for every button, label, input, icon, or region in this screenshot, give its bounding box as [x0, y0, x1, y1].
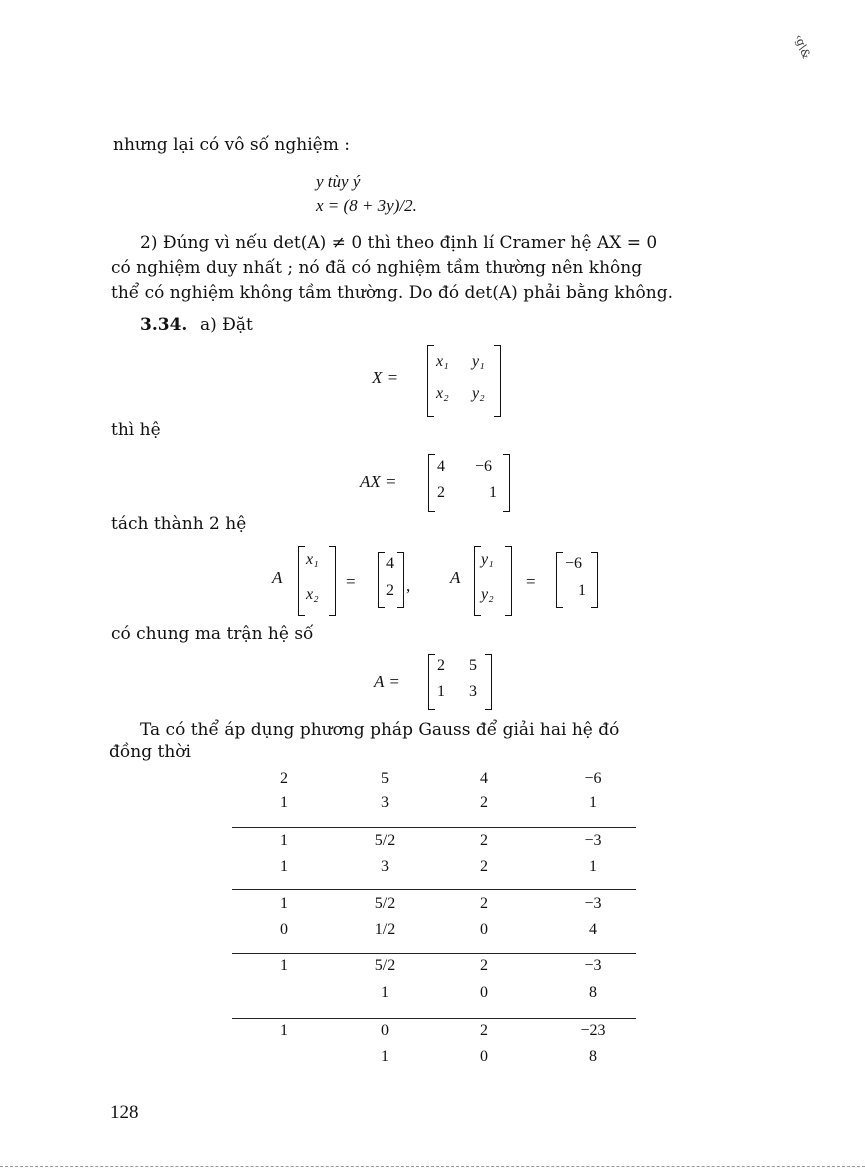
sys1-A: A	[272, 568, 283, 587]
table-row: 1 3 2 1	[280, 794, 597, 811]
AX-matrix: 4 −6 2 1	[428, 454, 510, 512]
solution-x: x = (8 + 3y)/2.	[316, 196, 417, 215]
sys2-vector: y₁ y₂	[474, 546, 512, 616]
sys1-equals: =	[346, 572, 356, 591]
X-lhs: X =	[372, 368, 399, 387]
table-rule	[232, 953, 636, 954]
A-matrix: 2 5 1 3	[428, 654, 492, 710]
exercise-number: 3.34.	[140, 315, 188, 335]
table-row: 1 5/2 2 −3	[280, 895, 602, 912]
sys-comma: ,	[406, 576, 411, 595]
table-row: 2 5 4 −6	[280, 770, 602, 787]
corner-mark: ‹g\&	[792, 32, 813, 61]
para2-line-2: có nghiệm duy nhất ; nó đã có nghiệm tầm thường nên không	[111, 258, 643, 278]
sys2-equals: =	[526, 572, 536, 591]
para2-line-1: 2) Đúng vì nếu det(A) ≠ 0 thì theo định lí Cramer hệ AX = 0	[140, 233, 658, 253]
page-number: 128	[110, 1102, 139, 1123]
table-row: 1 5/2 2 −3	[280, 957, 602, 974]
para2-line-3: thể có nghiệm không tầm thường. Do đó det(A) phải bằng không.	[111, 283, 673, 303]
dong-thoi: đồng thời	[109, 742, 191, 762]
sys1-rhs: 4 2	[378, 552, 404, 608]
table-row: 1 0 8	[381, 984, 597, 1001]
co-chung: có chung ma trận hệ số	[111, 624, 314, 644]
table-row: 1 0 8	[381, 1048, 597, 1065]
AX-lhs: AX =	[360, 472, 397, 491]
table-rule	[232, 827, 636, 828]
exercise-intro: a) Đặt	[200, 315, 253, 335]
solution-y: y tùy ý	[316, 172, 361, 191]
A-lhs: A =	[374, 672, 400, 691]
ta-co-the: Ta có thể áp dụng phương pháp Gauss để giải hai hệ đó	[140, 720, 620, 740]
table-rule	[232, 1018, 636, 1019]
table-row: 1 3 2 1	[280, 858, 597, 875]
table-row: 1 5/2 2 −3	[280, 832, 602, 849]
sys2-A: A	[450, 568, 461, 587]
intro-line: nhưng lại có vô số nghiệm :	[113, 135, 350, 155]
thi-he: thì hệ	[111, 420, 161, 440]
sys1-vector: x₁ x₂	[298, 546, 336, 616]
sys2-rhs: −6 1	[556, 552, 598, 608]
bottom-edge-line	[0, 1166, 865, 1167]
X-matrix: x₁ y₁ x₂ y₂	[427, 345, 501, 417]
table-row: 1 0 2 −23	[280, 1022, 606, 1039]
tach-thanh: tách thành 2 hệ	[111, 514, 247, 534]
table-rule	[232, 889, 636, 890]
table-row: 0 1/2 0 4	[280, 921, 597, 938]
